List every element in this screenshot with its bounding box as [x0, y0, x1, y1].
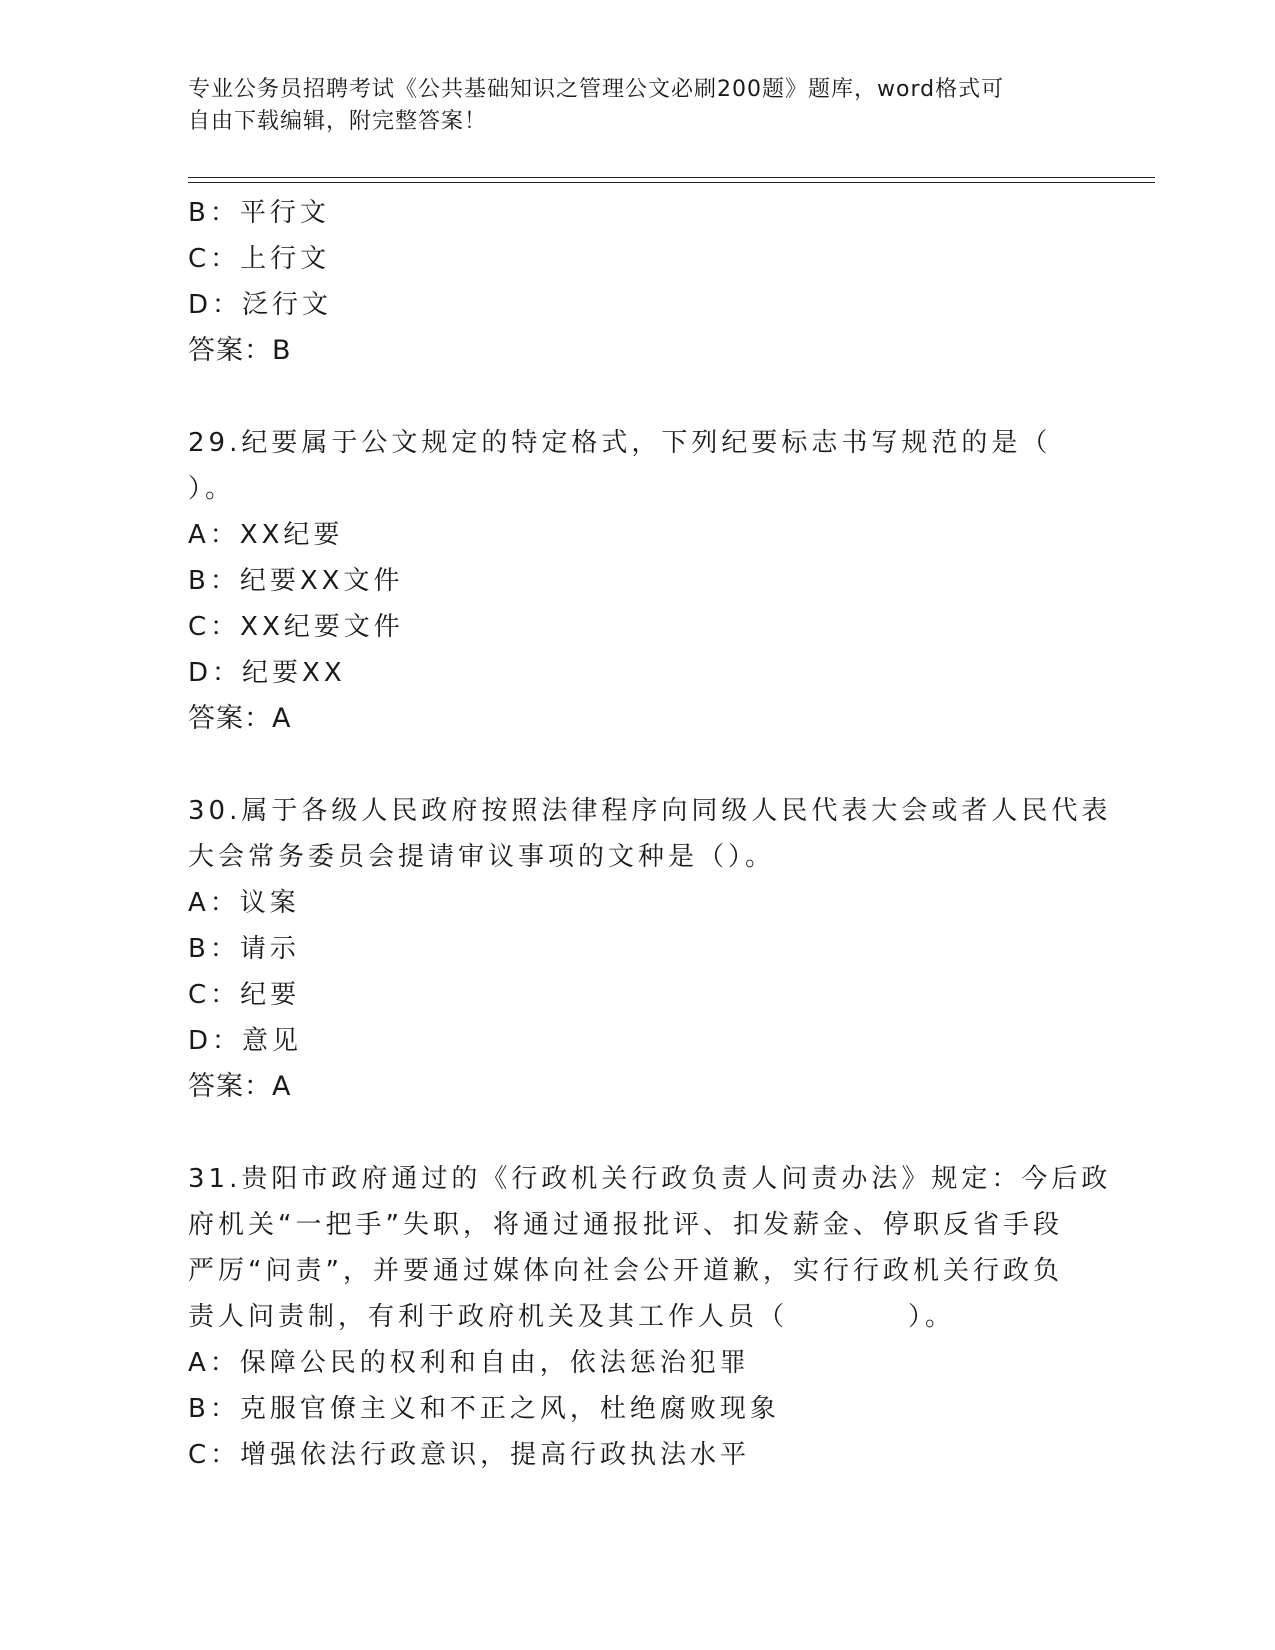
document-header	[188, 74, 1068, 138]
q29-stem-line-2: ）。	[188, 474, 236, 504]
q30-option-d: D：意见	[188, 1026, 303, 1056]
header-line-1: 专业公务员招聘考试《公共基础知识之管理公文必刷200题》题库，word格式可	[188, 77, 1005, 102]
spacer	[188, 1110, 1088, 1156]
q28-option-b: B：平行文	[188, 198, 330, 228]
question-28	[188, 190, 1088, 374]
q30-stem-line-2: 大会常务委员会提请审议事项的文种是（）。	[188, 842, 776, 872]
q30-option-b: B：请示	[188, 934, 300, 964]
q29-option-a: A：XX纪要	[188, 520, 344, 550]
spacer	[188, 374, 1088, 420]
q29-option-d: D：纪要XX	[188, 658, 346, 688]
question-31	[188, 1156, 1112, 1478]
question-30	[188, 788, 1112, 1110]
q29-option-c: C：XX纪要文件	[188, 612, 404, 642]
q30-answer: 答案：A	[188, 1071, 292, 1102]
q31-option-a: A：保障公民的权利和自由，依法惩治犯罪	[188, 1348, 750, 1378]
q31-stem-line-1: 31.贵阳市政府通过的《行政机关行政负责人问责办法》规定：今后政	[188, 1164, 1112, 1194]
q31-option-c: C：增强依法行政意识，提高行政执法水平	[188, 1440, 751, 1470]
q29-option-b: B：纪要XX文件	[188, 566, 404, 596]
header-divider-bottom	[188, 182, 1155, 183]
q28-answer: 答案：B	[188, 335, 292, 366]
q30-option-a: A：议案	[188, 888, 300, 918]
question-29	[188, 420, 1088, 742]
header-divider-top	[188, 177, 1155, 178]
header-line-2: 自由下载编辑，附完整答案！	[188, 109, 488, 134]
q28-option-c: C：上行文	[188, 244, 331, 274]
q31-option-b: B：克服官僚主义和不正之风，杜绝腐败现象	[188, 1394, 780, 1424]
q30-stem-line-1: 30.属于各级人民政府按照法律程序向同级人民代表大会或者人民代表	[188, 796, 1112, 826]
document-body	[188, 190, 1112, 1478]
q31-stem-line-3: 严厉“问责”，并要通过媒体向社会公开道歉，实行行政机关行政负	[188, 1256, 1063, 1286]
q31-stem-line-4: 责人问责制，有利于政府机关及其工作人员（ ）。	[188, 1302, 956, 1332]
q28-option-d: D：泛行文	[188, 290, 333, 320]
q29-stem-line-1: 29.纪要属于公文规定的特定格式，下列纪要标志书写规范的是（	[188, 428, 1052, 458]
q29-answer: 答案：A	[188, 703, 292, 734]
q31-stem-line-2: 府机关“一把手”失职，将通过通报批评、扣发薪金、停职反省手段	[188, 1210, 1063, 1240]
spacer	[188, 742, 1088, 788]
q30-option-c: C：纪要	[188, 980, 301, 1010]
